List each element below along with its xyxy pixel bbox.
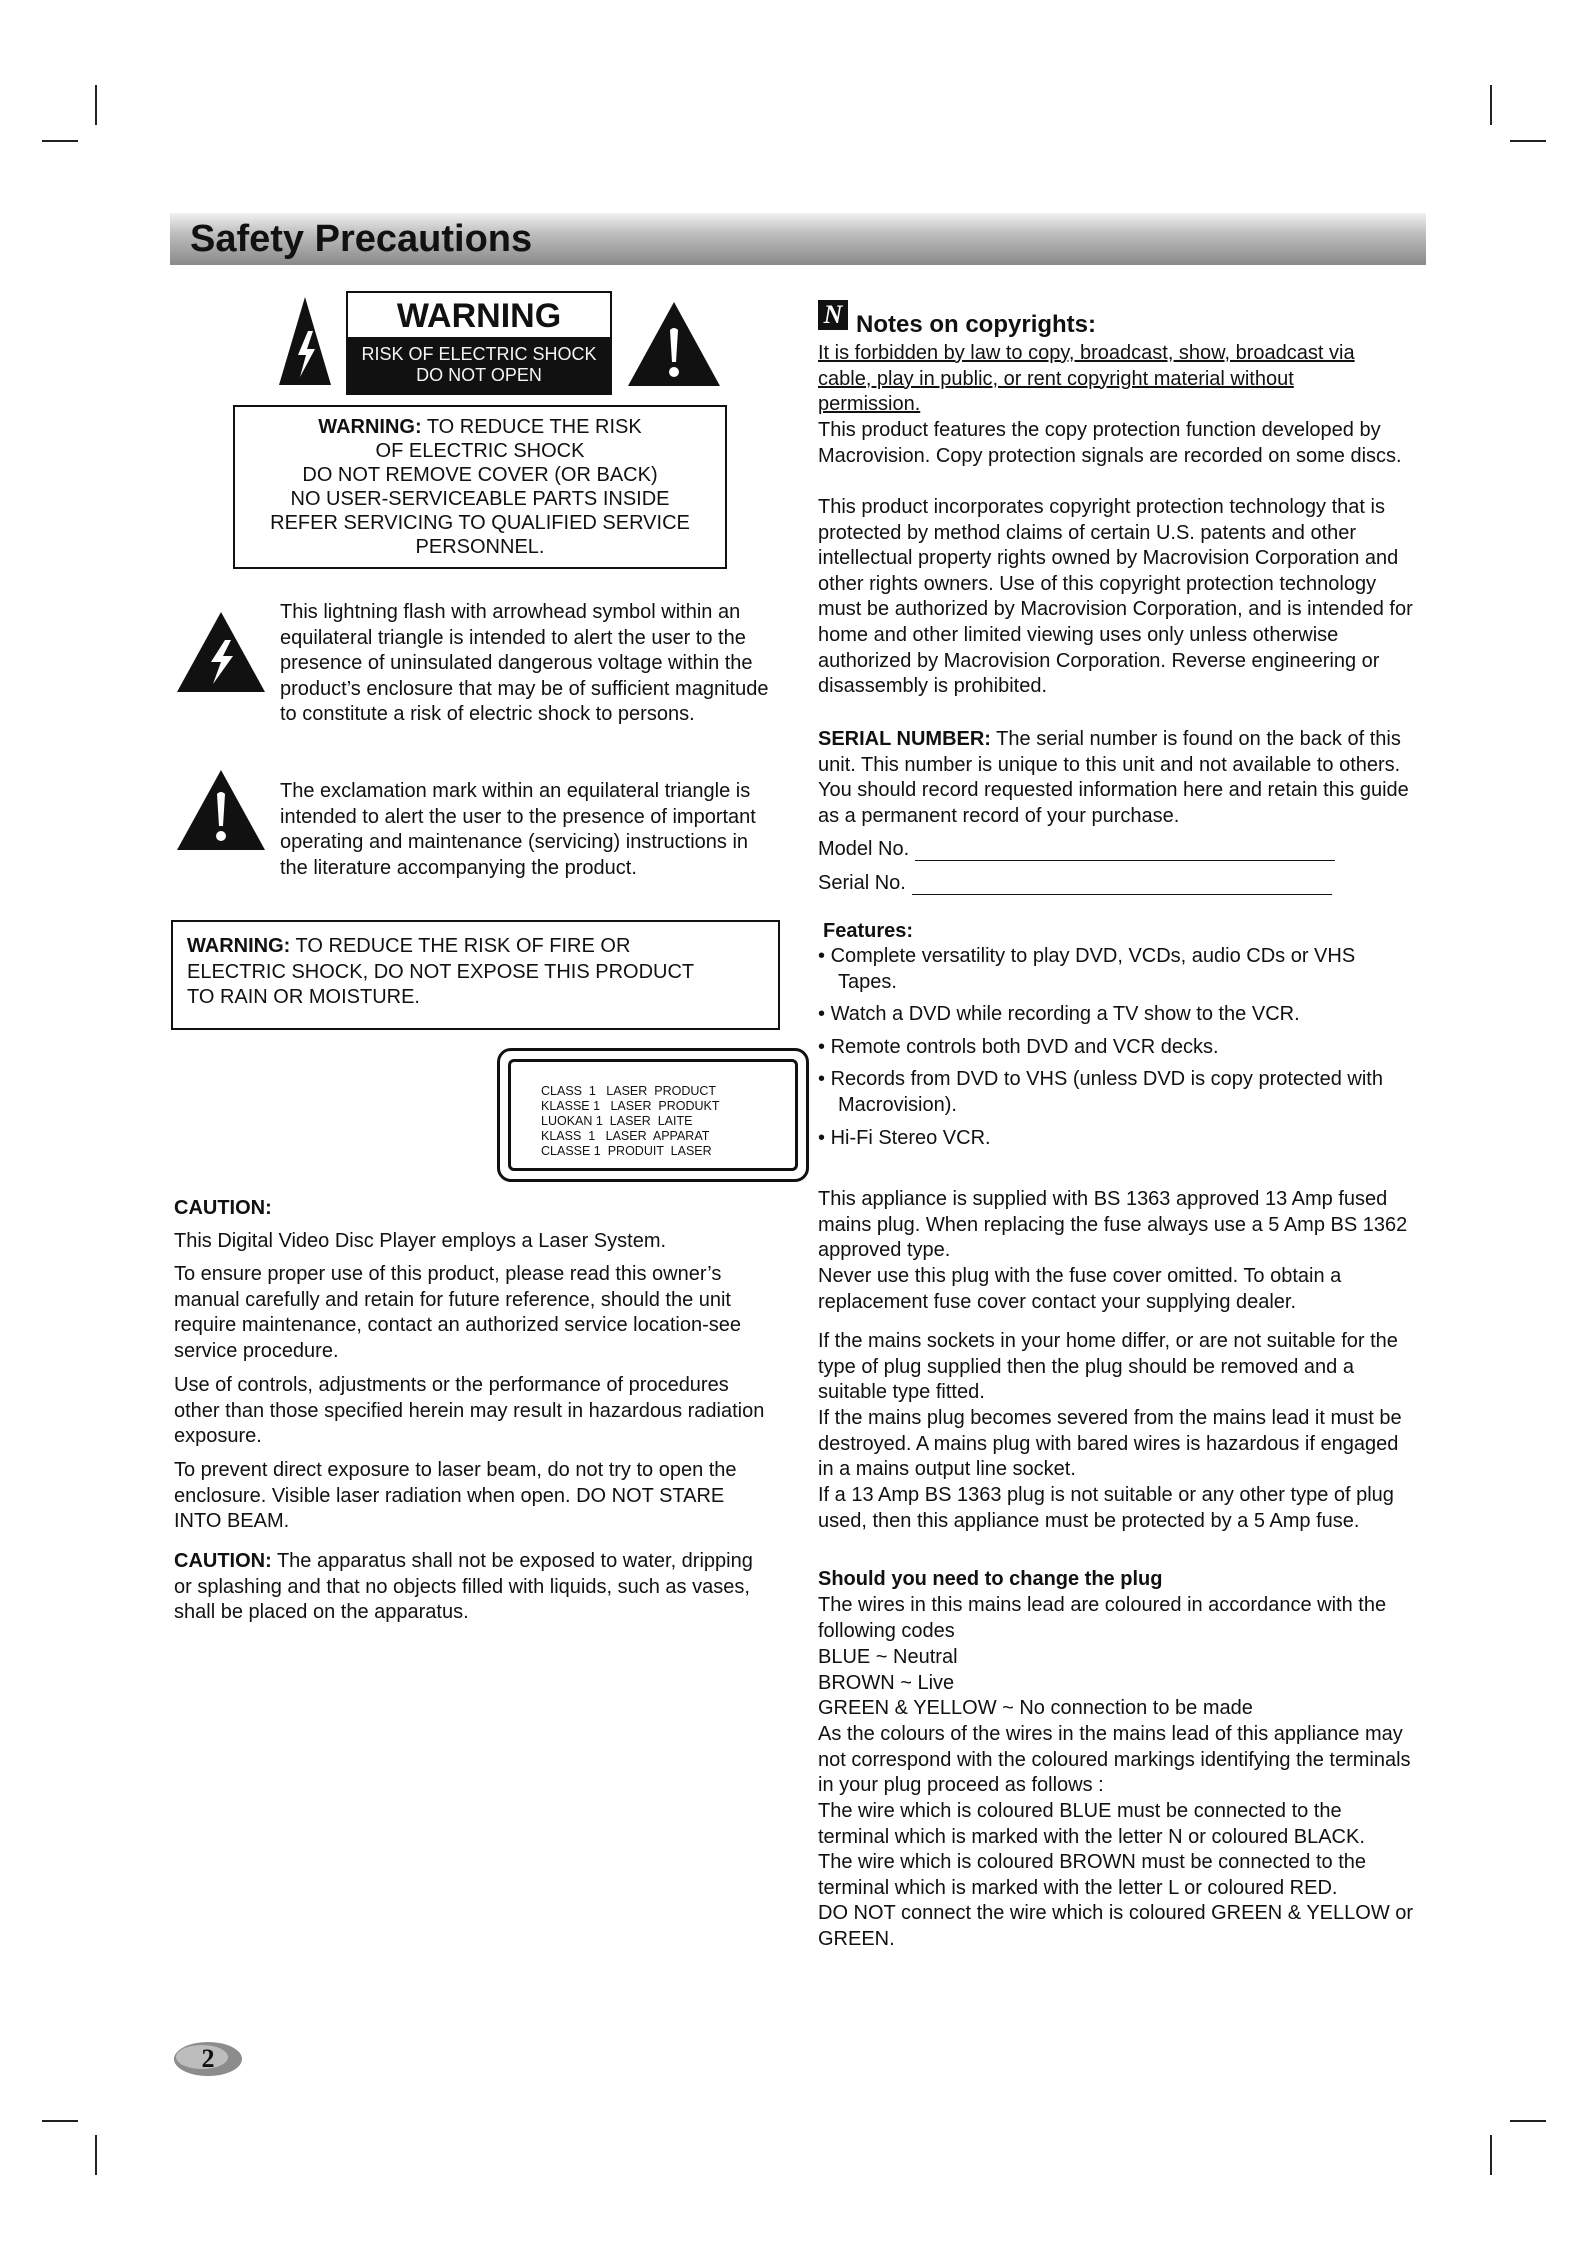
warning-box-line: OF ELECTRIC SHOCK — [375, 440, 585, 462]
wire-code-green: GREEN & YELLOW ~ No connection to be made — [818, 1697, 1253, 1719]
crop-mark — [1510, 140, 1546, 142]
fire-warning-box — [171, 920, 780, 1030]
copyright-icon: N — [818, 300, 848, 330]
plug-paragraph: DO NOT connect the wire which is coloured GREEN & YELLOW or GREEN. — [818, 1902, 1414, 1950]
caution-apparatus: CAUTION: The apparatus shall not be exposed to water, dripping or splashing and that no objects filled with liquids, such as vases, shall be placed on the apparatus. — [174, 1550, 753, 1624]
exclamation-triangle-icon — [626, 300, 722, 388]
model-number-field[interactable] — [818, 838, 1335, 861]
copyright-heading: Notes on copyrights: — [856, 311, 1097, 338]
feature-item: • Complete versatility to play DVD, VCDs, audio CDs or VHS Tapes. — [818, 944, 1418, 995]
lightning-explanation: This lightning flash with arrowhead symbol within an equilateral triangle is intended to alert the user to the presence of uninsulated dangerous voltage within the product’s enclosure that may be of sufficient magnitude to constitute a risk of electric shock to persons. — [280, 601, 769, 726]
page-number: 2 — [201, 2044, 215, 2073]
warning-label-black-band — [348, 337, 610, 393]
warning-box-bold: WARNING: — [318, 416, 422, 438]
warning-label-line2: DO NOT OPEN — [416, 365, 542, 385]
feature-item: • Remote controls both DVD and VCR decks. — [818, 1035, 1418, 1061]
feature-item: • Records from DVD to VHS (unless DVD is copy protected with Macrovision). — [818, 1067, 1418, 1118]
crop-mark — [42, 2120, 78, 2122]
exclamation-triangle-icon — [175, 768, 267, 852]
crop-mark — [95, 2135, 97, 2175]
fire-warning-bold: WARNING: — [187, 935, 291, 957]
warning-box — [233, 405, 727, 569]
copyright-paragraph: This product features the copy protection function developed by Macrovision. Copy protection signals are recorded on some discs. — [818, 419, 1402, 467]
caution-heading: CAUTION: — [174, 1197, 272, 1219]
model-number-label: Model No. — [818, 838, 910, 860]
crop-mark — [1510, 2120, 1546, 2122]
plug-paragraph: The wire which is coloured BLUE must be connected to the terminal which is marked with the letter N or coloured BLACK. — [818, 1800, 1365, 1848]
crop-mark — [1490, 2135, 1492, 2175]
crop-mark — [42, 140, 78, 142]
plug-paragraph: This appliance is supplied with BS 1363 approved 13 Amp fused mains plug. When replacing the fuse always use a 5 Amp BS 1362 approved type. — [818, 1188, 1408, 1262]
plug-paragraph: As the colours of the wires in the mains lead of this appliance may not correspond with the coloured markings identifying the terminals in your plug proceed as follows : — [818, 1723, 1411, 1797]
serial-number-field[interactable] — [818, 872, 1332, 895]
laser-class-label — [497, 1048, 809, 1182]
plug-paragraph: The wires in this mains lead are coloured in accordance with the following codes — [818, 1594, 1387, 1642]
wire-code-brown: BROWN ~ Live — [818, 1672, 955, 1694]
crop-mark — [1490, 85, 1492, 125]
plug-paragraph: Never use this plug with the fuse cover omitted. To obtain a replacement fuse cover contact your supplying dealer. — [818, 1265, 1342, 1313]
caution-paragraph: To ensure proper use of this product, please read this owner’s manual carefully and retain for future reference, should the unit require maintenance, contact an authorized service location-see service procedure. — [174, 1263, 741, 1362]
features-list — [818, 944, 1418, 1158]
page-title: Safety Precautions — [190, 218, 533, 260]
caution-paragraph: This Digital Video Disc Player employs a Laser System. — [174, 1230, 667, 1252]
lightning-triangle-icon — [175, 610, 267, 694]
plug-paragraph: If the mains plug becomes severed from the mains lead it must be destroyed. A mains plug with bared wires is hazardous if engaged in a mains output line socket. — [818, 1407, 1402, 1481]
features-heading: Features: — [823, 920, 914, 942]
lightning-triangle-icon — [278, 295, 333, 387]
plug-paragraph: The wire which is coloured BROWN must be connected to the terminal which is marked with the letter L or coloured RED. — [818, 1851, 1367, 1899]
laser-label-text: CLASS 1 LASER PRODUCT KLASSE 1 LASER PRODUKT LUOKAN 1 LASER LAITE KLASS 1 LASER APPARAT CLASSE 1 PRODUIT LASER — [541, 1084, 720, 1158]
wire-code-blue: BLUE ~ Neutral — [818, 1646, 958, 1668]
serial-number-label: Serial No. — [818, 872, 906, 894]
crop-mark — [95, 85, 97, 125]
feature-item: • Hi-Fi Stereo VCR. — [818, 1126, 1418, 1152]
warning-box-line: REFER SERVICING TO QUALIFIED SERVICE — [270, 512, 690, 534]
change-plug-heading: Should you need to change the plug — [818, 1568, 1163, 1590]
plug-paragraph: If the mains sockets in your home differ, or are not suitable for the type of plug supplied then the plug should be removed and a suitable type fitted. — [818, 1330, 1398, 1404]
warning-label-title: WARNING — [396, 297, 562, 335]
caution-paragraph: To prevent direct exposure to laser beam, do not try to open the enclosure. Visible laser radiation when open. DO NOT STARE INTO BEAM. — [174, 1459, 737, 1533]
copyright-legal-notice: It is forbidden by law to copy, broadcast, show, broadcast via cable, play in public, or rent copyright material without permission. — [818, 342, 1355, 416]
serial-number-text: SERIAL NUMBER: The serial number is found on the back of this unit. This number is unique to this unit and not available to others. You should record requested information here and retain this guide as a permanent record of your purchase. — [818, 728, 1409, 827]
warning-box-line: TO REDUCE THE RISK — [426, 416, 642, 438]
copyright-paragraph: This product incorporates copyright protection technology that is protected by method claims of certain U.S. patents and other intellectual property rights owned by Macrovision Corporation and other rights owners. Use of this copyright protection technology must be authorized by Macrovision Corporation, and is intended for home and other limited viewing uses only unless otherwise authorized by Macrovision Corporation. Reverse engineering or disassembly is prohibited. — [818, 496, 1413, 698]
warning-label — [346, 291, 612, 395]
feature-item: • Watch a DVD while recording a TV show to the VCR. — [818, 1002, 1418, 1028]
fire-warning-text: TO REDUCE THE RISK OF FIRE OR ELECTRIC SHOCK, DO NOT EXPOSE THIS PRODUCT TO RAIN OR MOISTURE. — [187, 935, 694, 1009]
warning-label-line1: RISK OF ELECTRIC SHOCK — [361, 344, 597, 364]
warning-box-line: PERSONNEL. — [415, 536, 545, 558]
warning-box-line: DO NOT REMOVE COVER (OR BACK) — [302, 464, 658, 486]
plug-paragraph: If a 13 Amp BS 1363 plug is not suitable or any other type of plug used, then this appliance must be protected by a 5 Amp fuse. — [818, 1484, 1394, 1532]
caution-paragraph: Use of controls, adjustments or the performance of procedures other than those specified herein may result in hazardous radiation exposure. — [174, 1374, 765, 1448]
exclamation-explanation: The exclamation mark within an equilateral triangle is intended to alert the user to the presence of important operating and maintenance (servicing) instructions in the literature accompanying the product. — [280, 780, 756, 879]
warning-box-line: NO USER-SERVICEABLE PARTS INSIDE — [290, 488, 670, 510]
